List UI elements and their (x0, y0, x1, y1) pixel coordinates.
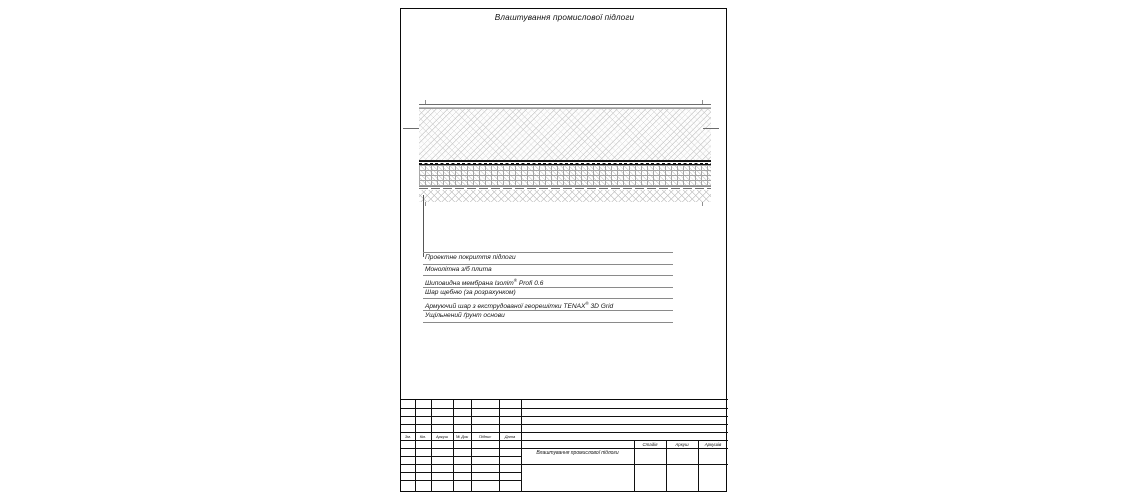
list-item (423, 276, 673, 288)
tb-col-stadia: Стадія (642, 442, 658, 447)
tb-col-rule (415, 400, 416, 492)
tb-col-rule (666, 440, 667, 492)
tb-col-rule (431, 400, 432, 492)
list-item (423, 265, 673, 277)
list-item (423, 311, 673, 323)
tb-rule (401, 472, 521, 473)
registered-mark: ® (513, 278, 517, 284)
tb-rule (401, 480, 521, 481)
tb-col-rule (453, 400, 454, 492)
layer-crushed-stone (419, 165, 711, 187)
tb-col-rule (499, 400, 500, 492)
legend-text-post: Profi 0.6 (517, 280, 544, 288)
tb-header-data: Дата (504, 434, 516, 439)
title-block (401, 399, 728, 491)
list-item (423, 299, 673, 311)
tb-col-rule (634, 440, 635, 492)
legend-text: Армуючий шар з екструдованої георешітки TENAX (425, 303, 586, 311)
tb-header-kil: Кіл. (419, 434, 427, 439)
tb-rule (401, 456, 521, 457)
layer-compacted-soil (419, 190, 711, 202)
tb-header-arkush: Аркуш (435, 434, 449, 439)
tb-col-rule (521, 400, 522, 492)
legend-list (423, 252, 673, 323)
tb-rule (401, 416, 728, 417)
list-item (423, 252, 673, 265)
tb-rule (401, 464, 728, 465)
tb-header-rule (401, 440, 728, 441)
list-item (423, 288, 673, 300)
layer-concrete-slab (419, 109, 711, 161)
tb-header-pidpys: Підпис (478, 434, 492, 439)
legend-text: Ущільнений ґрунт основи (425, 311, 505, 319)
tb-col-arkushiv: Аркушів (704, 442, 722, 447)
tb-header-dok: № Док (455, 434, 469, 439)
leader-tick-left (403, 128, 419, 129)
floor-cross-section (419, 104, 711, 202)
tb-rule (401, 448, 728, 449)
legend-text: Шар щебню (за розрахунком) (425, 288, 516, 296)
legend-text: Шиповидна мембрана Ізоліт (425, 280, 514, 288)
tb-col-arkush: Аркуш (675, 442, 689, 447)
leader-tick-right (703, 128, 719, 129)
legend-text: Проектне покриття підлоги (425, 254, 516, 261)
tb-col-rule (698, 440, 699, 492)
drawing-sheet (400, 8, 727, 492)
legend-text-post: 3D Grid (588, 303, 614, 311)
tb-header-zm: Зм. (404, 434, 412, 439)
registered-mark: ® (585, 301, 589, 307)
tb-project-name: Влаштування промислової підлоги (536, 450, 619, 456)
tb-rule (401, 424, 728, 425)
tb-rule (401, 408, 728, 409)
tb-rule (401, 432, 728, 433)
page-title: Влаштування промислової підлоги (494, 13, 635, 22)
tb-col-rule (471, 400, 472, 492)
legend-leader-line (423, 195, 424, 257)
legend-text: Монолітна з/б плита (425, 265, 492, 273)
